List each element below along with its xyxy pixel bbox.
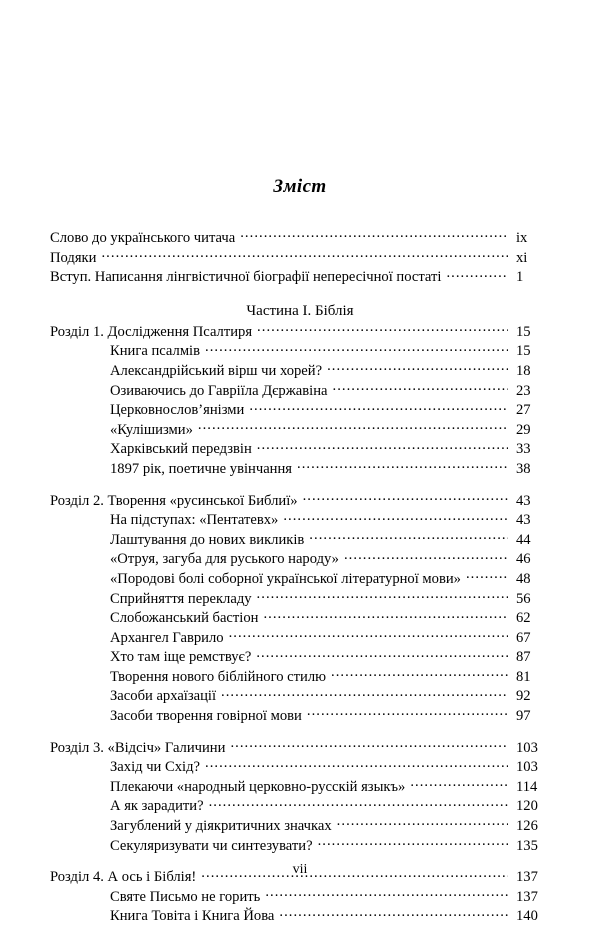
dot-leader	[337, 816, 508, 830]
dot-leader	[205, 341, 508, 355]
dot-leader	[279, 906, 508, 920]
toc-entry[interactable]	[110, 400, 550, 420]
toc-entry[interactable]	[110, 816, 550, 836]
toc-entry[interactable]	[110, 361, 550, 381]
dot-leader	[256, 647, 508, 661]
toc-entry-label: Книга Товіта і Книга Йова	[110, 908, 275, 925]
toc-entry-label: «Породові болі соборної української літературної мови»	[110, 570, 461, 587]
toc-entry-page-number: 48	[516, 570, 531, 587]
toc-entry[interactable]	[110, 420, 550, 440]
dot-leader	[249, 400, 508, 414]
dot-leader	[309, 530, 508, 544]
toc-entry-page-number: 92	[516, 688, 531, 705]
toc-entry[interactable]	[110, 341, 550, 361]
section-spacer	[50, 479, 550, 491]
toc-entry-page-number: 103	[516, 759, 538, 776]
toc-entry-label: Засоби архаїзації	[110, 688, 217, 705]
toc-entry[interactable]	[110, 628, 550, 648]
toc-entry[interactable]	[110, 608, 550, 628]
toc-content	[50, 228, 550, 926]
toc-entry-label: Сприйняття перекладу	[110, 590, 252, 607]
dot-leader	[101, 248, 508, 262]
dot-leader	[410, 777, 508, 791]
dot-leader	[318, 836, 508, 850]
dot-leader	[466, 569, 508, 583]
dot-leader	[344, 549, 508, 563]
toc-entry[interactable]	[110, 569, 550, 589]
dot-leader	[229, 628, 508, 642]
toc-entry-label: Архангел Гаврило	[110, 629, 224, 646]
toc-entry-page-number: 15	[516, 323, 531, 340]
toc-entry-label: «Кулішизми»	[110, 421, 193, 438]
toc-entry-label: Плекаючи «народный церковно-русскій языкъ»	[110, 778, 406, 795]
toc-entry[interactable]	[110, 777, 550, 797]
toc-entry[interactable]	[110, 686, 550, 706]
section-spacer	[50, 726, 550, 738]
toc-entry[interactable]	[50, 248, 550, 268]
toc-entry[interactable]	[110, 757, 550, 777]
dot-leader	[263, 608, 508, 622]
toc-entry-page-number: 18	[516, 362, 531, 379]
toc-entry-page-number: 67	[516, 629, 531, 646]
toc-entry-page-number: ix	[516, 230, 528, 246]
dot-leader	[446, 267, 508, 281]
toc-entry-page-number: 43	[516, 492, 531, 509]
toc-entry-label: Захід чи Схід?	[110, 759, 200, 776]
toc-entry-label: Книга псалмів	[110, 343, 200, 360]
page-title: Зміст	[273, 176, 327, 197]
dot-leader	[283, 510, 508, 524]
toc-entry-label: На підступах: «Пентатевх»	[110, 512, 279, 529]
toc-entry-label: «Отруя, загуба для руського народу»	[110, 551, 339, 568]
toc-entry-page-number: 137	[516, 888, 538, 905]
toc-entry-label: Святе Письмо не горить	[110, 888, 261, 905]
toc-entry-page-number: 81	[516, 668, 531, 685]
dot-leader	[240, 228, 508, 242]
dot-leader	[209, 796, 508, 810]
dot-leader	[331, 667, 508, 681]
toc-entry-label: Загублений у діякритичних значках	[110, 818, 332, 835]
toc-entry-label: Слово до українського читача	[50, 230, 236, 246]
page-folio: vii	[292, 862, 308, 877]
toc-entry[interactable]	[110, 647, 550, 667]
toc-entry-page-number: 87	[516, 649, 531, 666]
toc-entry[interactable]	[110, 530, 550, 550]
toc-entry[interactable]	[50, 228, 550, 248]
toc-entry[interactable]	[110, 510, 550, 530]
toc-entry-label: Хто там іще ремствує?	[110, 649, 252, 666]
dot-leader	[221, 686, 508, 700]
toc-entry-label: Творення нового біблійного стилю	[110, 668, 327, 685]
toc-entry[interactable]	[110, 906, 550, 926]
toc-entry[interactable]	[110, 439, 550, 459]
toc-entry-page-number: 135	[516, 837, 538, 854]
toc-entry-page-number: 120	[516, 798, 538, 815]
toc-entry-page-number: 27	[516, 402, 531, 419]
part-heading: Частина I. Біблія	[246, 302, 354, 319]
toc-entry-page-number: 44	[516, 531, 531, 548]
toc-entry-page-number: 43	[516, 512, 531, 529]
toc-entry-page-number: 46	[516, 551, 531, 568]
dot-leader	[205, 757, 508, 771]
toc-entry-label: А як зарадити?	[110, 798, 204, 815]
toc-entry-label: Озиваючись до Гавріїла Дєржавіна	[110, 382, 328, 399]
toc-entry-page-number: 38	[516, 460, 531, 477]
toc-entry-page-number: 126	[516, 818, 538, 835]
toc-entry-label: Александрійський вірш чи хорей?	[110, 362, 323, 379]
dot-leader	[257, 589, 508, 603]
toc-entry-page-number: 15	[516, 343, 531, 360]
toc-entry[interactable]	[110, 667, 550, 687]
toc-entry-label: Розділ 3. «Відсіч» Галичини	[50, 739, 226, 756]
toc-entry[interactable]	[50, 322, 550, 342]
toc-entry-label: Вступ. Написання лінгвістичної біографії непересічної постаті	[50, 269, 442, 286]
toc-entry[interactable]	[110, 589, 550, 609]
toc-entry-label: 1897 рік, поетичне увінчання	[110, 460, 293, 477]
toc-entry-label: Розділ 2. Творення «русинської Библиї»	[50, 492, 298, 509]
toc-entry[interactable]	[110, 549, 550, 569]
toc-entry-label: Подяки	[50, 249, 97, 266]
dot-leader	[303, 491, 508, 505]
toc-entry-page-number: 33	[516, 441, 531, 458]
parts-list	[50, 301, 550, 926]
toc-entry-page-number: 137	[516, 869, 538, 886]
toc-entry-page-number: xi	[516, 249, 528, 266]
toc-entry-page-number: 114	[516, 778, 538, 795]
dot-leader	[265, 887, 508, 901]
toc-entry-label: Харківський передзвін	[110, 441, 252, 458]
toc-entry[interactable]	[110, 887, 550, 907]
toc-entry-label: Розділ 4. А ось і Біблія!	[50, 869, 197, 886]
toc-entry-page-number: 97	[516, 708, 531, 725]
dot-leader	[333, 381, 508, 395]
dot-leader	[327, 361, 508, 375]
dot-leader	[230, 738, 508, 752]
toc-entry-label: Слобожанський бастіон	[110, 610, 259, 627]
toc-entry-label: Засоби творення говірної мови	[110, 708, 302, 725]
toc-entry[interactable]	[50, 491, 550, 511]
toc-entry-page-number: 1	[516, 269, 524, 286]
toc-entry-page-number: 56	[516, 590, 531, 607]
toc-entry[interactable]	[50, 267, 550, 287]
dot-leader	[257, 322, 508, 336]
toc-entry[interactable]	[110, 459, 550, 479]
toc-entry[interactable]	[50, 738, 550, 758]
toc-entry-label: Розділ 1. Дослідження Псалтиря	[50, 323, 253, 340]
toc-entry-page-number: 62	[516, 610, 531, 627]
toc-entry[interactable]	[110, 706, 550, 726]
dot-leader	[307, 706, 508, 720]
dot-leader	[257, 439, 508, 453]
toc-entry-label: Секуляризувати чи синтезувати?	[110, 837, 313, 854]
toc-entry-label: Церковнослов’янізми	[110, 402, 245, 419]
toc-entry-page-number: 29	[516, 421, 531, 438]
toc-entry[interactable]	[110, 836, 550, 856]
dot-leader	[297, 459, 508, 473]
toc-entry[interactable]	[110, 796, 550, 816]
dot-leader	[198, 420, 508, 434]
toc-entry-page-number: 140	[516, 908, 538, 925]
toc-entry-page-number: 23	[516, 382, 531, 399]
toc-entry[interactable]	[110, 381, 550, 401]
toc-entry-label: Лаштування до нових викликів	[110, 531, 305, 548]
toc-entry-page-number: 103	[516, 739, 538, 756]
front-matter-list	[50, 228, 550, 287]
